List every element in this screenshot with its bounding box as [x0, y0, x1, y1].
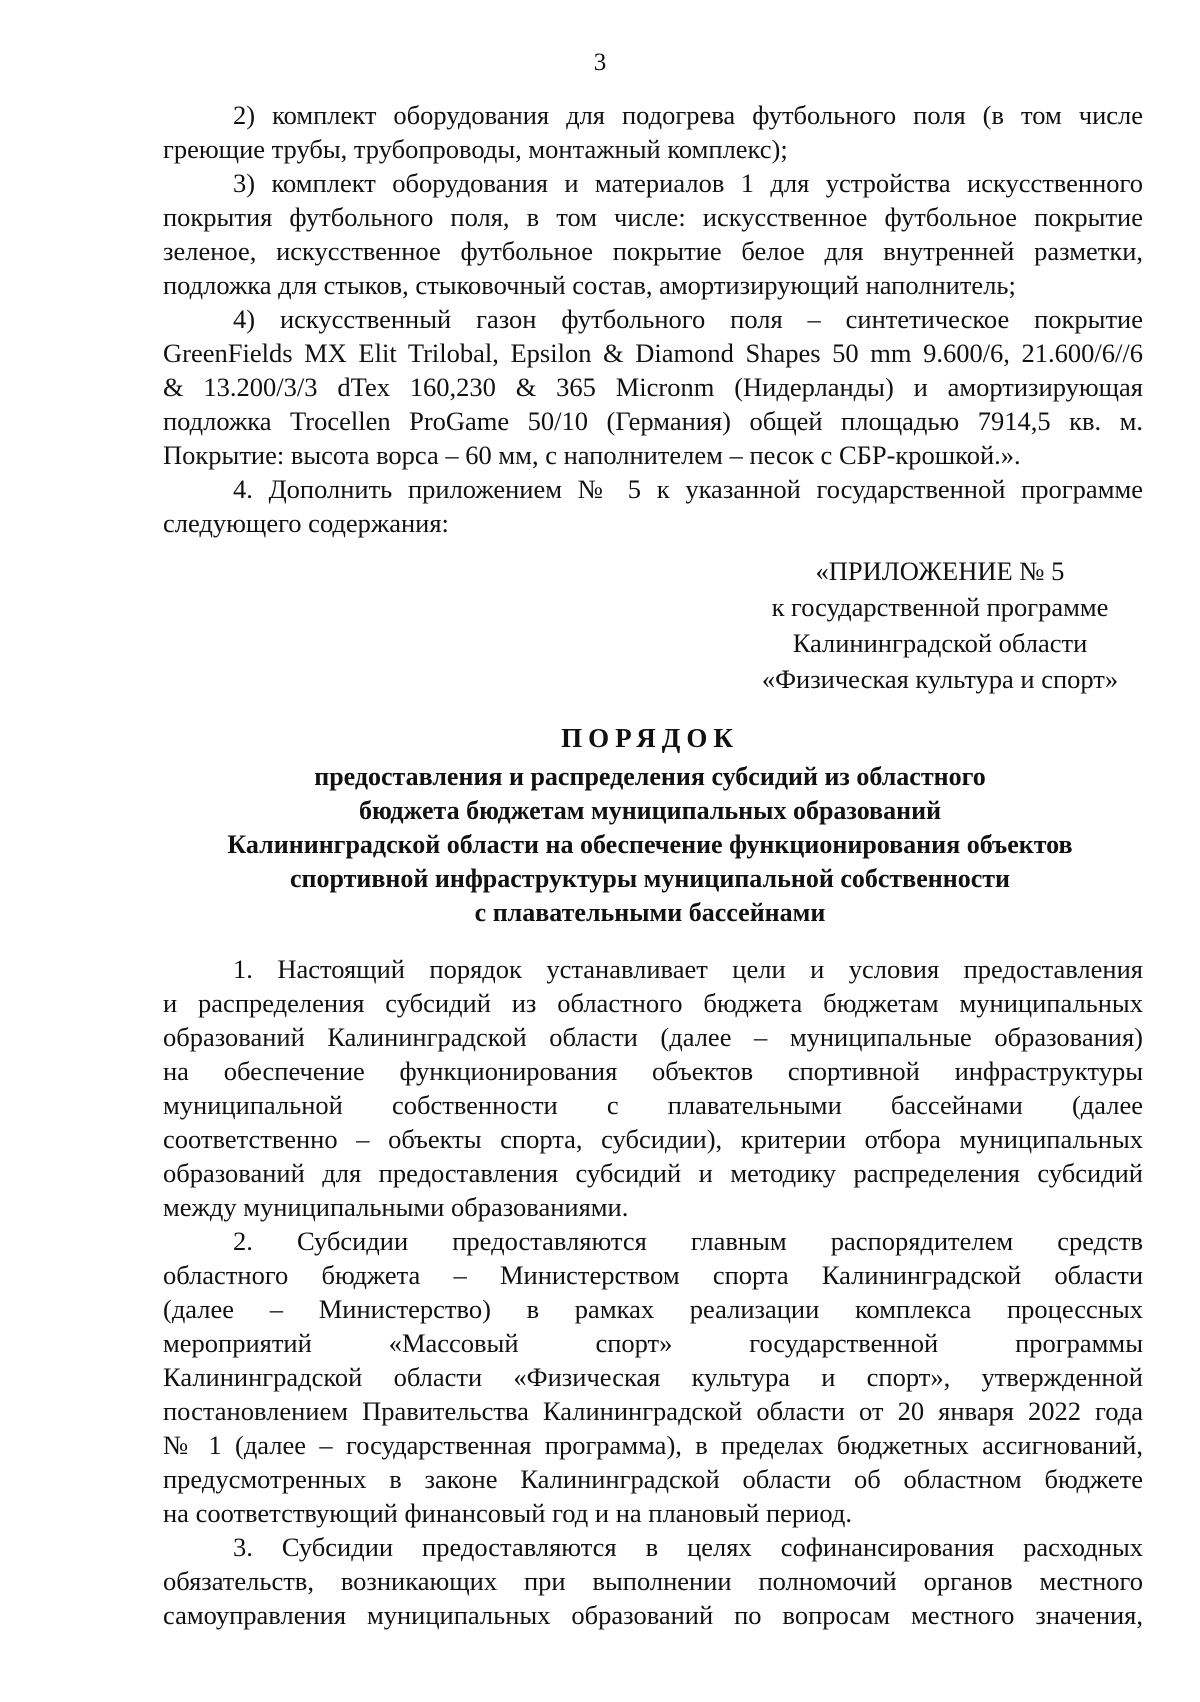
text-line: на обеспечение функционирования объектов спортивной инфраструктуры: [163, 1056, 1143, 1086]
text-line: 4. Дополнить приложением № 5 к указанной государственной программе: [233, 474, 1143, 504]
text-line: на соответствующий финансовый год и на плановый период.: [163, 1498, 852, 1528]
text-line: греющие трубы, трубопроводы, монтажный комплекс);: [163, 134, 788, 164]
text-line: соответственно – объекты спорта, субсидии), критерии отбора муниципальных: [163, 1124, 1143, 1154]
text-line: подложка для стыков, стыковочный состав, амортизирующий наполнитель;: [163, 270, 1016, 300]
appendix-program-name: «Физическая культура и спорт»: [761, 664, 1119, 694]
appendix-header: [730, 553, 1150, 697]
document-subtitle: [150, 760, 1150, 930]
text-line: между муниципальными образованиями.: [163, 1192, 629, 1222]
text-line: областного бюджета – Министерством спорта Калининградской области: [163, 1260, 1143, 1290]
subtitle-line: предоставления и распределения субсидий из областного: [314, 762, 986, 791]
text-line: обязательств, возникающих при выполнении полномочий органов местного: [163, 1566, 1143, 1596]
text-line: Калининградской области «Физическая культура и спорт», утвержденной: [163, 1362, 1143, 1392]
text-line: и распределения субсидий из областного бюджета бюджетам муниципальных: [163, 988, 1143, 1018]
appendix-region: Калининградской области: [792, 628, 1088, 658]
text-line: покрытия футбольного поля, в том числе: искусственное футбольное покрытие: [163, 202, 1143, 232]
document-title: ПОРЯДОК: [561, 723, 739, 753]
text-line: зеленое, искусственное футбольное покрытие белое для внутренней разметки,: [163, 236, 1143, 266]
text-line: 4) искусственный газон футбольного поля – синтетическое покрытие: [233, 304, 1143, 334]
text-line: 1. Настоящий порядок устанавливает цели и условия предоставления: [233, 954, 1143, 984]
text-line: 3. Субсидии предоставляются в целях софинансирования расходных: [233, 1532, 1143, 1562]
text-line: подложка Trocellen ProGame 50/10 (Германия) общей площадью 7914,5 кв. м.: [163, 406, 1143, 436]
page-number: 3: [593, 49, 607, 76]
text-line: (далее – Министерство) в рамках реализации комплекса процессных: [163, 1294, 1143, 1324]
subtitle-line: с плавательными бассейнами: [474, 898, 826, 927]
text-line: образований Калининградской области (далее – муниципальные образования): [163, 1022, 1143, 1052]
text-line: 3) комплект оборудования и материалов 1 для устройства искусственного: [233, 168, 1143, 198]
appendix-number: «ПРИЛОЖЕНИЕ № 5: [815, 556, 1065, 586]
text-line: 2. Субсидии предоставляются главным распорядителем средств: [233, 1226, 1143, 1256]
subtitle-line: спортивной инфраструктуры муниципальной собственности: [289, 864, 1011, 893]
appendix-reference: к государственной программе: [771, 592, 1109, 622]
text-line: следующего содержания:: [163, 508, 449, 538]
text-line: муниципальной собственности с плавательными бассейнами (далее: [163, 1090, 1143, 1120]
text-line: № 1 (далее – государственная программа), в пределах бюджетных ассигнований,: [163, 1430, 1143, 1460]
procedure-text: [163, 952, 1143, 1632]
text-line: Покрытие: высота ворса – 60 мм, с наполнителем – песок с СБР-крошкой.».: [163, 440, 1021, 470]
text-line: постановлением Правительства Калининградской области от 20 января 2022 года: [163, 1396, 1143, 1426]
subtitle-line: Калининградской области на обеспечение функционирования объектов: [227, 830, 1073, 859]
text-line: предусмотренных в законе Калининградской области об областном бюджете: [163, 1464, 1143, 1494]
text-line: GreenFields MX Elit Trilobal, Epsilon & Diamond Shapes 50 mm 9.600/6, 21.600/6//6: [163, 338, 1143, 368]
text-line: самоуправления муниципальных образований по вопросам местного значения,: [163, 1600, 1143, 1630]
text-line: & 13.200/3/3 dTex 160,230 & 365 Micronm (Нидерланды) и амортизирующая: [163, 372, 1143, 402]
subtitle-line: бюджета бюджетам муниципальных образований: [358, 796, 942, 825]
text-line: мероприятий «Массовый спорт» государственной программы: [163, 1328, 1143, 1358]
text-line: образований для предоставления субсидий и методику распределения субсидий: [163, 1158, 1143, 1188]
amendment-text: [163, 98, 1143, 540]
text-line: 2) комплект оборудования для подогрева футбольного поля (в том числе: [233, 100, 1143, 130]
